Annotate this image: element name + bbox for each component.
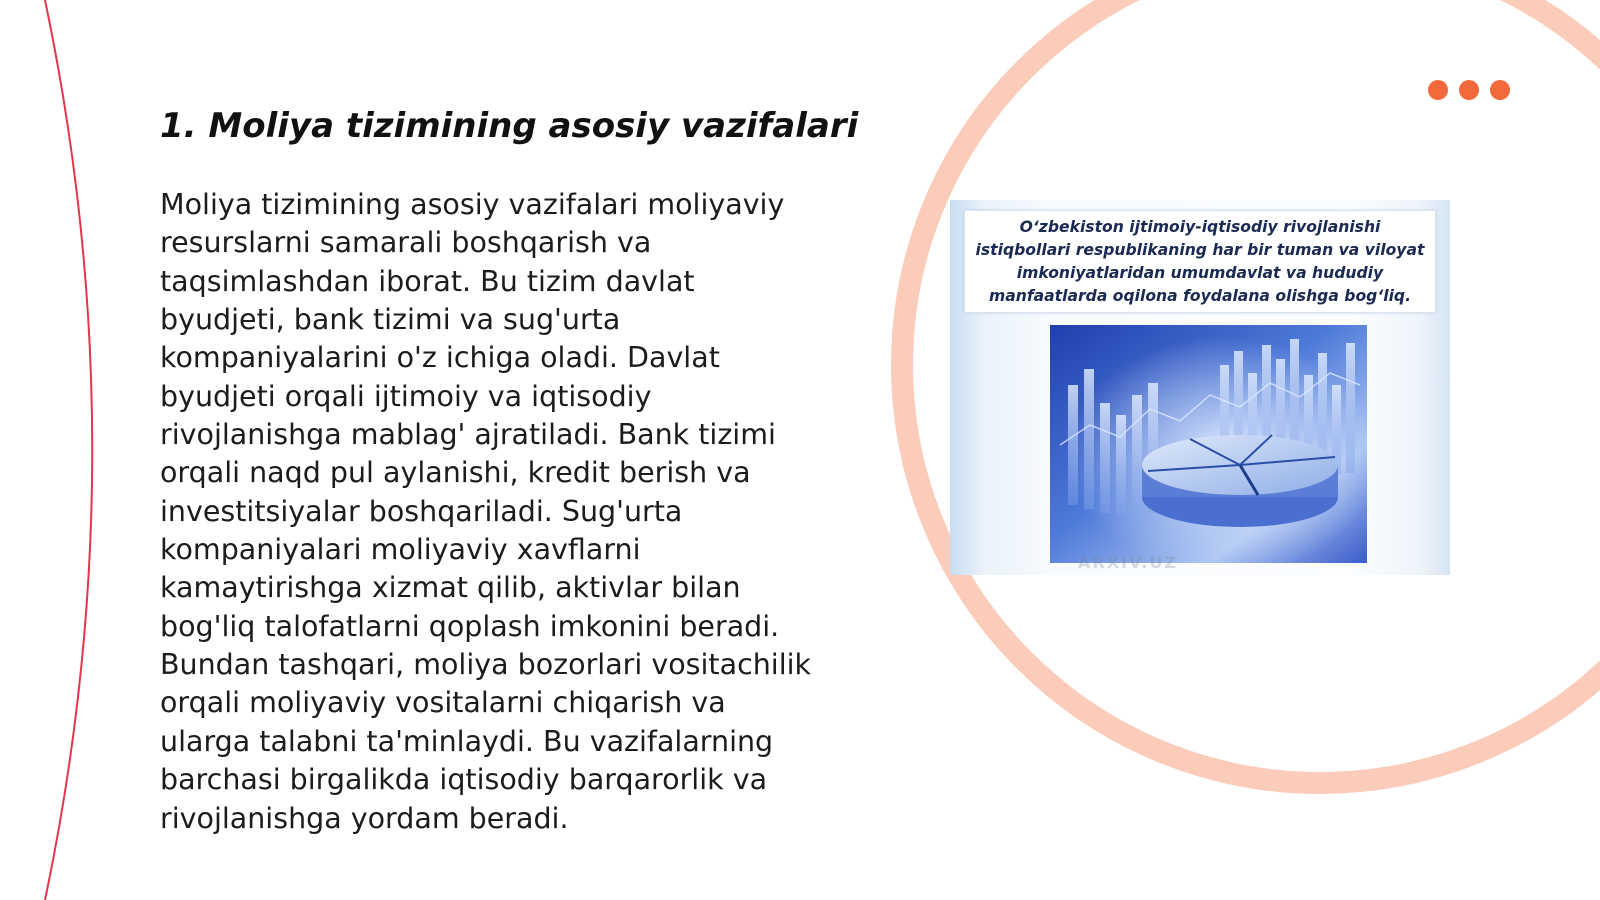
illustration-image xyxy=(950,200,1450,575)
dot xyxy=(1459,80,1479,100)
slide-title: 1. Moliya tizimining asosiy vazifalari xyxy=(160,106,859,146)
dot xyxy=(1428,80,1448,100)
slide-body-text: Moliya tizimining asosiy vazifalari moliyaviy resurslarni samarali boshqarish va taqsimlashdan iborat. Bu tizim davlat byudjeti, bank tizimi va sug'urta kompaniyalarini o'z ichiga oladi. Davlat byudjeti orqali ijtimoiy va iqtisodiy rivojlanishga mablag' ajratiladi. Bank tizimi orqali naqd pul aylanishi, kredit berish va investitsiyalar boshqariladi. Sug'urta kompaniyalari moliyaviy xavflarni kamaytirishga xizmat qilib, aktivlar bilan bog'liq talofatlarni qoplash imkonini beradi. Bundan tashqari, moliya bozorlari vositachilik orqali moliyaviy vositalarni chiqarish va ularga talabni ta'minlaydi. Bu vazifalarning barchasi birgalikda iqtisodiy barqarorlik va rivojlanishga yordam beradi. xyxy=(160,188,812,835)
three-dots-icon xyxy=(1428,80,1510,100)
image-caption: O‘zbekiston ijtimoiy-iqtisodiy rivojlanishi istiqbollari respublikaning har bir tuman va viloyat imkoniyatlaridan umumdavlat va hududiy manfaatlarda oqilona foydalana olishga bog‘liq. xyxy=(975,217,1425,305)
dot xyxy=(1490,80,1510,100)
left-curve-line xyxy=(45,0,92,900)
image-caption-box xyxy=(964,210,1436,313)
image-watermark: ARXIV.UZ xyxy=(1078,553,1178,572)
finance-chart-photo xyxy=(1050,325,1367,563)
pie-graphic xyxy=(1142,435,1338,527)
